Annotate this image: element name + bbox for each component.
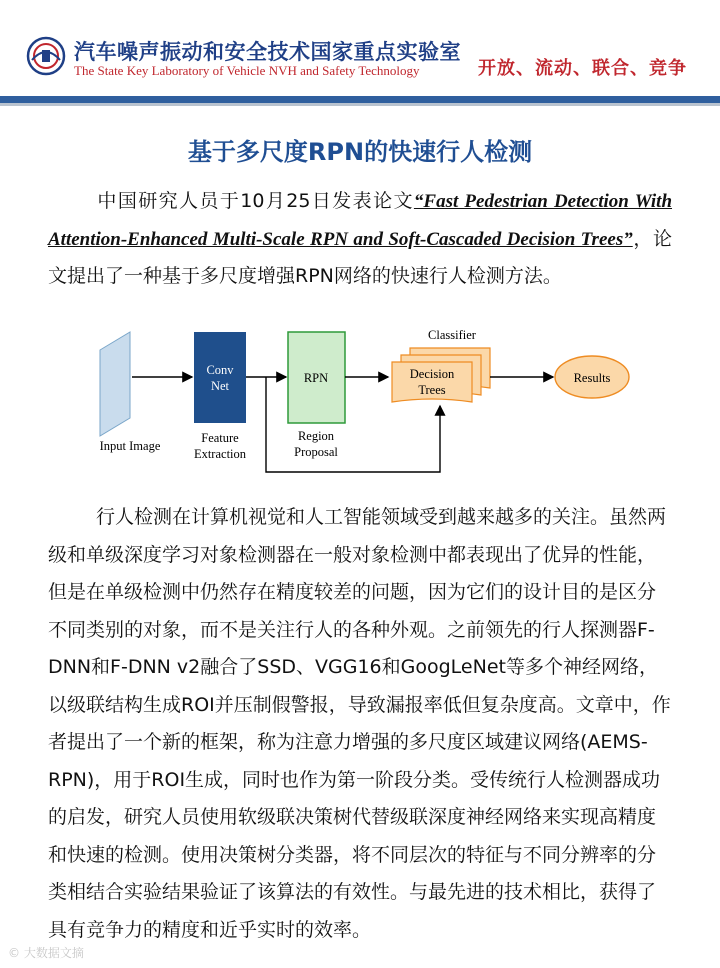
input-image-shape (100, 332, 130, 436)
lab-motto: 开放、流动、联合、竞争 (478, 58, 687, 79)
rpn-label: RPN (303, 371, 329, 385)
lab-name-en: The State Key Laboratory of Vehicle NVH and Safety Technology (74, 63, 420, 78)
header-divider (0, 96, 720, 103)
intro-prefix: 中国研究人员于10月25日发表论文 (96, 190, 414, 212)
region-proposal-label-2: Proposal (294, 445, 338, 459)
conv-net-box (194, 332, 246, 423)
method-diagram (90, 322, 650, 480)
intro-suffix: ，论文提出了一种基于多尺度增强RPN网络的快速行人检测方法。 (48, 227, 672, 287)
decision-trees-label-2: Trees (418, 383, 446, 397)
feature-extraction-label-1: Feature (201, 431, 239, 445)
body-text: 行人检测在计算机视觉和人工智能领域受到越来越多的关注。虽然两级和单级深度学习对象检测器在一般对象检测中都表现出了优异的性能，但是在单级检测中仍然存在精度较差的问题，因为它们的设计目的是区分不同类别的对象，而不是关注行人的各种外观。之前领先的行人探测器F-DNN和F-DNN v2融合了SSD、VGG16和GoogLeNet等多个神经网络，以级联结构生成ROI并压制假警报，导致漏报率低但复杂度高。文章中，作者提出了一个新的框架，称为注意力增强的多尺度区域建议网络(AEMS-RPN)，用于ROI生成，同时也作为第一阶段分类。受传统行人检测器成功的启发，研究人员使用软级联决策树代替级联深度神经网络来实现高精度和快速的检测。使用决策树分类器，将不同层次的特征与不同分辨率的分类相结合实验结果验证了该算法的有效性。与最先进的技术相比，获得了具有竞争力的精度和近乎实时的效率。 (48, 506, 671, 941)
header-divider-shadow (0, 103, 720, 106)
page-title: 基于多尺度RPN的快速行人检测 (187, 138, 533, 166)
feature-extraction-label-2: Extraction (193, 447, 247, 461)
body-paragraph (48, 499, 672, 949)
classifier-label: Classifier (428, 328, 476, 342)
results-label: Results (573, 371, 611, 385)
conv-net-label-1: Conv (206, 363, 234, 377)
decision-trees-label-1: Decision (409, 367, 455, 381)
input-image-label: Input Image (99, 439, 161, 453)
paper-title-link[interactable]: “Fast Pedestrian Detection With Attention-Enhanced Multi-Scale RPN and Soft-Cascaded Decision Trees” (48, 191, 673, 250)
lab-name-cn: 汽车噪声振动和安全技术国家重点实验室 (74, 40, 461, 64)
source-watermark: © 大数据文摘 (8, 946, 84, 960)
lab-logo-icon (26, 36, 66, 76)
region-proposal-label-1: Region (297, 429, 335, 443)
conv-net-label-2: Net (210, 379, 230, 393)
page-header (0, 0, 720, 100)
intro-paragraph (48, 183, 672, 296)
